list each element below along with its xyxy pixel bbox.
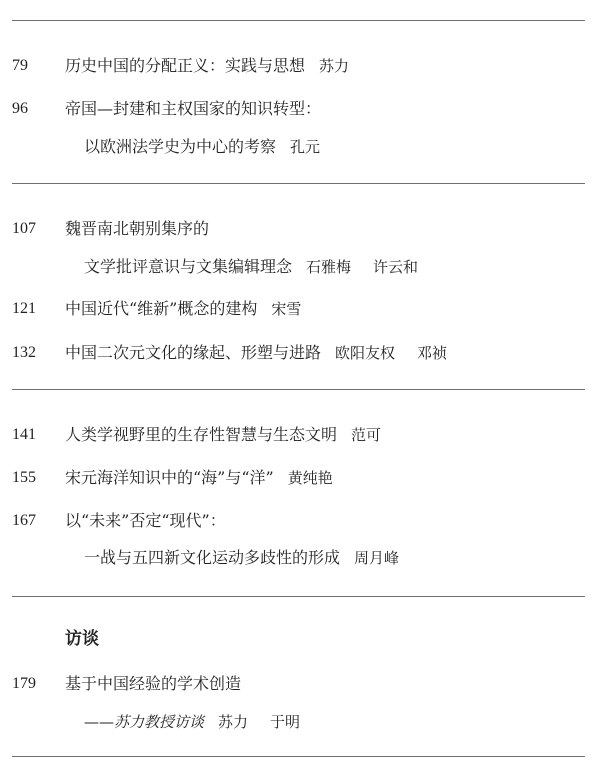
- entry-title: 中国近代“维新”概念的建构 宋雪: [65, 299, 302, 318]
- entry-subtitle: 一战与五四新文化运动多歧性的形成 周月峰: [84, 548, 400, 567]
- page-number: 121: [12, 300, 36, 317]
- toc-entry[interactable]: [0, 672, 612, 696]
- entry-title: 以“未来”否定“现代”：: [65, 511, 226, 530]
- toc-entry[interactable]: [0, 297, 612, 321]
- divider: [12, 596, 585, 597]
- toc-entry[interactable]: [0, 341, 612, 365]
- entry-title: 宋元海洋知识中的“海”与“洋” 黄纯艳: [65, 468, 333, 487]
- entry-subtitle: 文学批评意识与文集编辑理念 石雅梅 许云和: [84, 257, 419, 276]
- toc-entry-continuation[interactable]: [0, 135, 612, 159]
- page-number: 155: [12, 469, 36, 486]
- author-name: 宋雪: [271, 300, 302, 318]
- entry-title: 魏晋南北朝别集序的: [65, 219, 210, 238]
- entry-title: 基于中国经验的学术创造: [65, 674, 242, 693]
- divider-top: [12, 20, 585, 21]
- author-name: 苏力: [218, 713, 249, 731]
- section-heading-interview: 访谈: [65, 629, 99, 649]
- page-number: 141: [12, 426, 36, 443]
- entry-subtitle: 以欧洲法学史为中心的考察 孔元: [84, 137, 321, 156]
- toc-entry-continuation[interactable]: [0, 255, 612, 279]
- author-name: 周月峰: [354, 549, 400, 567]
- entry-title: 中国二次元文化的缘起、形塑与进路 欧阳友权 邓祯: [65, 343, 448, 362]
- entry-title: 帝国—封建和主权国家的知识转型：: [65, 99, 322, 118]
- page-number: 96: [12, 100, 28, 117]
- toc-entry[interactable]: [0, 217, 612, 241]
- toc-entry[interactable]: [0, 97, 612, 121]
- toc-entry[interactable]: [0, 54, 612, 78]
- divider-bottom: [12, 756, 585, 757]
- entry-title: 人类学视野里的生存性智慧与生态文明 范可: [65, 425, 382, 444]
- interview-label: ——苏力教授访谈: [84, 713, 205, 731]
- interview-subtitle: [84, 710, 300, 734]
- page-number: 132: [12, 344, 36, 361]
- author-name: 于明: [270, 713, 301, 731]
- divider: [12, 389, 585, 390]
- page-number: 167: [12, 512, 36, 529]
- entry-title: 历史中国的分配正义：实践与思想 苏力: [65, 56, 350, 75]
- author-name: 欧阳友权: [335, 344, 396, 362]
- toc-entry[interactable]: [0, 466, 612, 490]
- author-name: 苏力: [319, 57, 350, 75]
- page-number: 79: [12, 57, 28, 74]
- divider: [12, 183, 585, 184]
- author-name: 孔元: [290, 138, 321, 156]
- author-name: 邓祯: [417, 344, 448, 362]
- page-number: 179: [12, 675, 36, 692]
- toc-entry[interactable]: [0, 509, 612, 533]
- page-number: 107: [12, 220, 36, 237]
- author-name: 黄纯艳: [287, 469, 333, 487]
- toc-entry-continuation[interactable]: [0, 546, 612, 570]
- author-name: 范可: [351, 426, 382, 444]
- toc-entry[interactable]: [0, 423, 612, 447]
- author-name: 许云和: [373, 258, 419, 276]
- author-name: 石雅梅: [306, 258, 352, 276]
